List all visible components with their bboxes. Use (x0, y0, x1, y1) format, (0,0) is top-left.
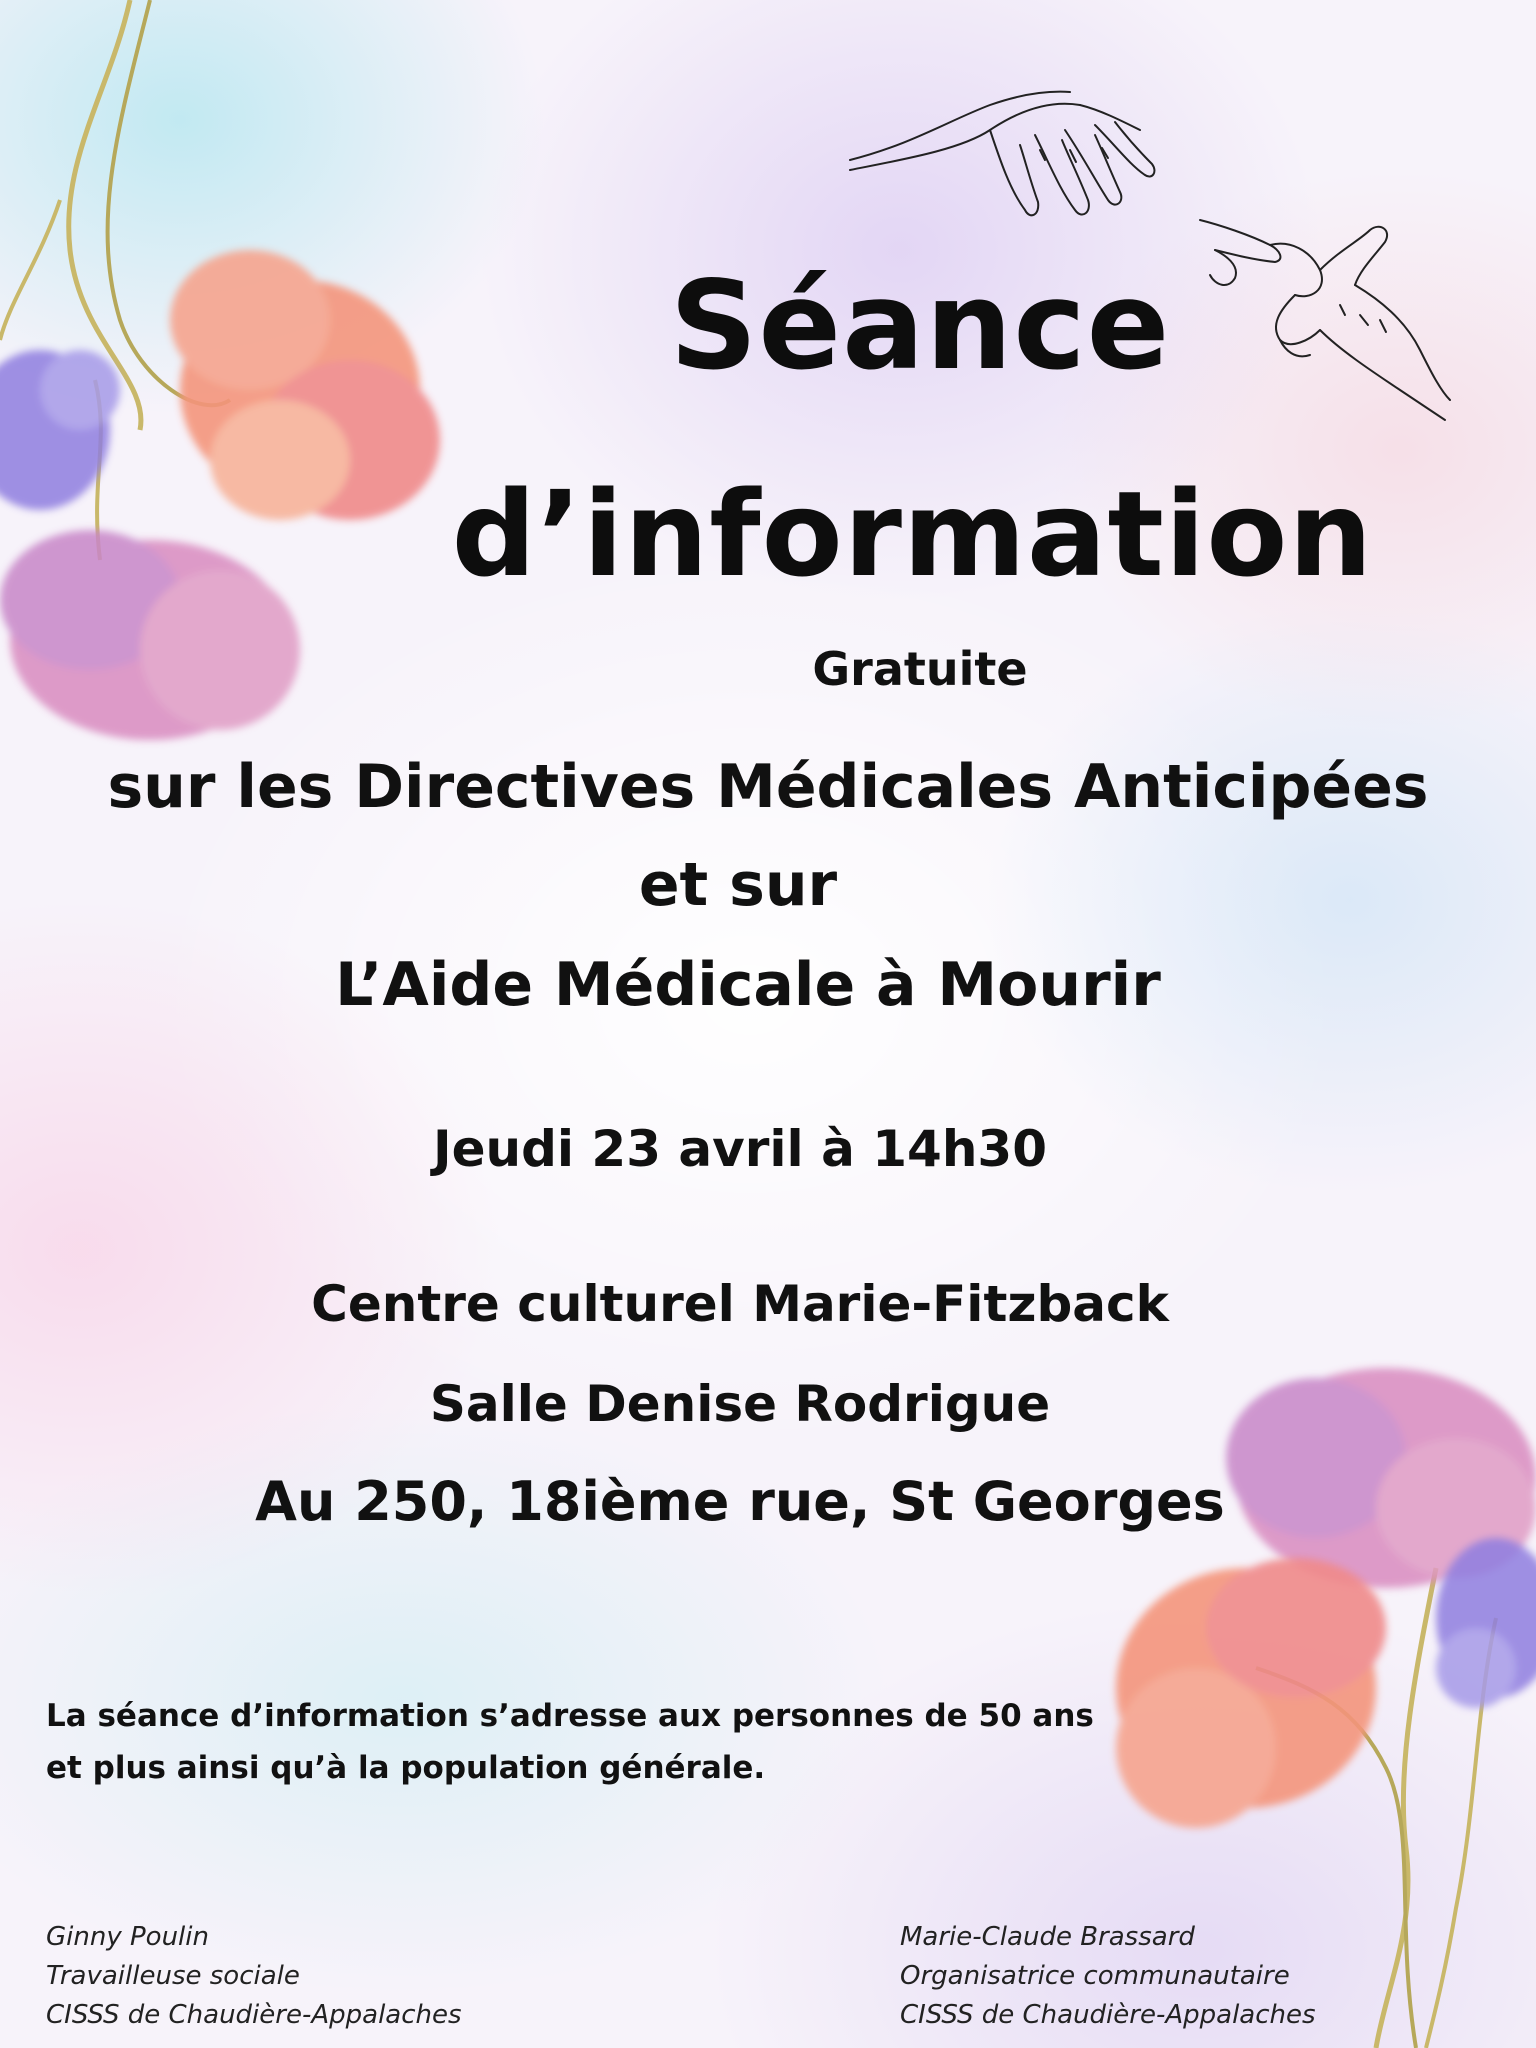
subject-line-3: L’Aide Médicale à Mourir (335, 950, 1161, 1020)
contact-org: CISSS de Chaudière-Appalaches (900, 2000, 1316, 2030)
audience-note (46, 1690, 1146, 1794)
contact-name: Ginny Poulin (46, 1922, 209, 1952)
contact-right (900, 1918, 1316, 2035)
event-date: Jeudi 23 avril à 14h30 (432, 1120, 1047, 1178)
contact-org: CISSS de Chaudière-Appalaches (46, 2000, 462, 2030)
contact-role: Travailleuse sociale (46, 1961, 300, 1991)
title-line-2: d’information (451, 465, 1374, 603)
contact-role: Organisatrice communautaire (900, 1961, 1290, 1991)
contact-name: Marie-Claude Brassard (900, 1922, 1195, 1952)
free-tagline: Gratuite (812, 642, 1028, 696)
subject-line-1: sur les Directives Médicales Anticipées (107, 752, 1429, 822)
venue-address: Au 250, 18ième rue, St Georges (255, 1470, 1225, 1533)
subject-line-2: et sur (638, 850, 838, 920)
contact-left (46, 1918, 462, 2035)
flowers-top-left-illustration (0, 0, 460, 800)
venue-name: Centre culturel Marie-Fitzback (311, 1275, 1169, 1333)
room-name: Salle Denise Rodrigue (429, 1375, 1051, 1433)
audience-line-2: et plus ainsi qu’à la population générale. (46, 1750, 766, 1786)
audience-line-1: La séance d’information s’adresse aux personnes de 50 ans (46, 1698, 1094, 1734)
title-line-1: Séance (669, 255, 1171, 397)
